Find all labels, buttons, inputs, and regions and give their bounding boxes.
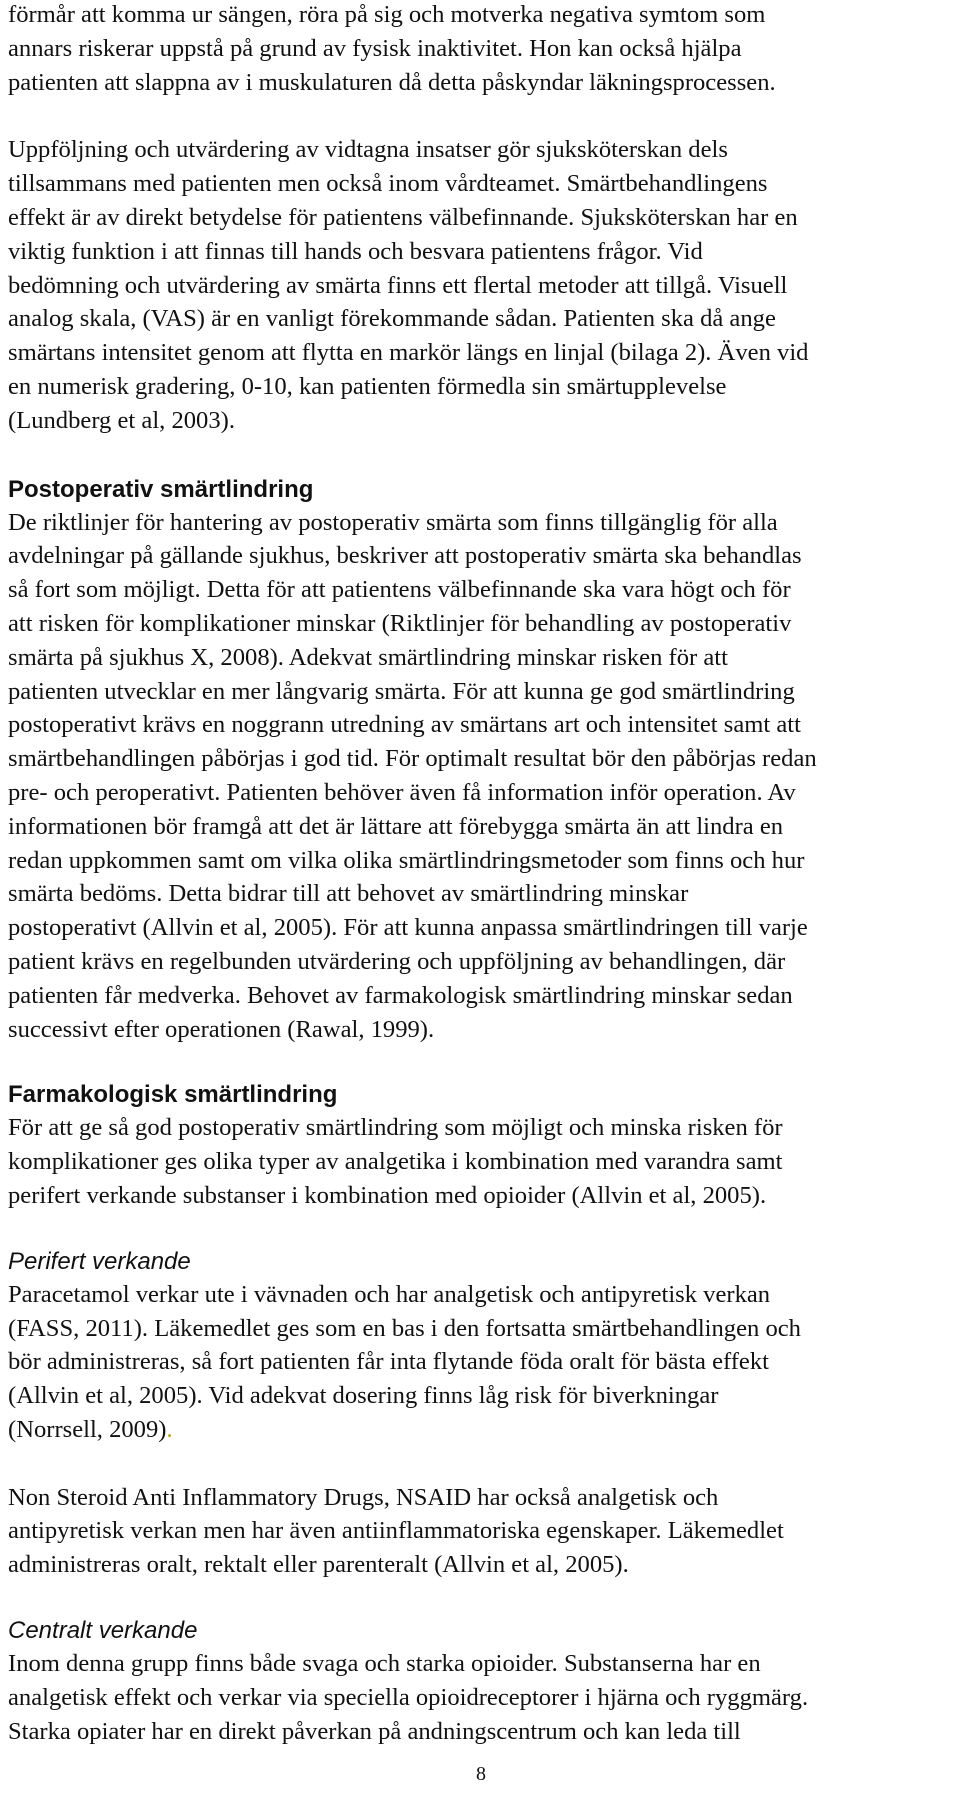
- text-line: pre- och peroperativt. Patienten behöver även få information inför operation. Av: [8, 778, 796, 806]
- paragraph-pharmacological: [8, 1111, 954, 1212]
- paragraph-followup: [8, 133, 954, 437]
- text-line: Paracetamol verkar ute i vävnaden och har analgetisk och antipyretisk verkan: [8, 1280, 771, 1308]
- accent-period: .: [166, 1415, 173, 1443]
- paragraph-nsaid: [8, 1481, 954, 1582]
- text-line: Inom denna grupp finns både svaga och starka opioider. Substanserna har en: [8, 1650, 761, 1678]
- paragraph-postoperative: [8, 506, 954, 1047]
- text-line: smärtbehandlingen påbörjas i god tid. För optimalt resultat bör den påbörjas redan: [8, 745, 817, 773]
- text-line: en numerisk gradering, 0-10, kan patienten förmedla sin smärtupplevelse: [8, 372, 727, 400]
- paragraph-paracetamol: [8, 1278, 954, 1447]
- text-line: analog skala, (VAS) är en vanligt förekommande sådan. Patienten ska då ange: [8, 305, 776, 333]
- text-line: successivt efter operationen (Rawal, 1999).: [8, 1015, 435, 1043]
- page-number: 8: [476, 1763, 486, 1785]
- text-line: att risken för komplikationer minskar (Riktlinjer för behandling av postoperativ: [8, 609, 792, 637]
- text-line: antipyretisk verkan men har även antiinflammatoriska egenskaper. Läkemedlet: [8, 1517, 784, 1545]
- text-line: avdelningar på gällande sjukhus, beskriver att postoperativ smärta ska behandlas: [8, 542, 802, 570]
- text-line: tillsammans med patienten men också inom vårdteamet. Smärtbehandlingens: [8, 170, 768, 198]
- text-line: bör administreras, så fort patienten får inta flytande föda oralt för bästa effekt: [8, 1348, 769, 1376]
- text-line: så fort som möjligt. Detta för att patientens välbefinnande ska vara högt och för: [8, 576, 791, 604]
- text-line: effekt är av direkt betydelse för patientens välbefinnande. Sjuksköterskan har en: [8, 203, 798, 231]
- paragraph-central: [8, 1647, 954, 1748]
- text-line: postoperativt (Allvin et al, 2005). För att kunna anpassa smärtlindringen till varje: [8, 914, 808, 942]
- text-line: smärta bedöms. Detta bidrar till att behovet av smärtlindring minskar: [8, 880, 689, 908]
- text-line: patient krävs en regelbunden utvärdering och uppföljning av behandlingen, där: [8, 947, 786, 975]
- text-line: patienten utvecklar en mer långvarig smärta. För att kunna ge god smärtlindring: [8, 677, 795, 705]
- text-line: (Lundberg et al, 2003).: [8, 406, 235, 434]
- text-line: informationen bör framgå att det är lättare att förebygga smärta än att lindra en: [8, 812, 784, 840]
- text-line: Uppföljning och utvärdering av vidtagna insatser gör sjuksköterskan dels: [8, 136, 728, 164]
- text-line: (Allvin et al, 2005). Vid adekvat dosering finns låg risk för biverkningar: [8, 1382, 719, 1410]
- text-line: patienten får medverka. Behovet av farmakologisk smärtlindring minskar sedan: [8, 981, 793, 1009]
- text-line: smärta på sjukhus X, 2008). Adekvat smärtlindring minskar risken för att: [8, 643, 728, 671]
- text-line: De riktlinjer för hantering av postoperativ smärta som finns tillgänglig för alla: [8, 508, 778, 536]
- text-line: smärtans intensitet genom att flytta en markör längs en linjal (bilaga 2). Även vid: [8, 339, 809, 367]
- text-line: (FASS, 2011). Läkemedlet ges som en bas i den fortsatta smärtbehandlingen och: [8, 1314, 801, 1342]
- paragraph-intro: [8, 0, 954, 99]
- text-line: viktig funktion i att finnas till hands och besvara patientens frågor. Vid: [8, 237, 703, 265]
- text-line: För att ge så god postoperativ smärtlindring som möjligt och minska risken för: [8, 1114, 783, 1142]
- text-line: postoperativt krävs en noggrann utredning av smärtans art och intensitet samt att: [8, 711, 801, 739]
- text-line: redan uppkommen samt om vilka olika smärtlindringsmetoder som finns och hur: [8, 846, 805, 874]
- heading-postoperative: Postoperativ smärtlindring: [8, 475, 314, 503]
- text-line: analgetisk effekt och verkar via speciella opioidreceptorer i hjärna och ryggmärg.: [8, 1683, 809, 1711]
- heading-central: Centralt verkande: [8, 1617, 198, 1645]
- text-line: administreras oralt, rektalt eller parenteralt (Allvin et al, 2005).: [8, 1551, 629, 1579]
- text-line: Starka opiater har en direkt påverkan på andningscentrum och kan leda till: [8, 1717, 741, 1745]
- heading-peripheral: Perifert verkande: [8, 1247, 191, 1275]
- text-line: perifert verkande substanser i kombination med opioider (Allvin et al, 2005).: [8, 1181, 767, 1209]
- text-line: (Norrsell, 2009): [8, 1415, 167, 1443]
- text-line: komplikationer ges olika typer av analgetika i kombination med varandra samt: [8, 1148, 783, 1176]
- heading-pharmacological: Farmakologisk smärtlindring: [8, 1081, 338, 1109]
- text-line: patienten att slappna av i muskulaturen då detta påskyndar läkningsprocessen.: [8, 68, 776, 96]
- text-line: Non Steroid Anti Inflammatory Drugs, NSAID har också analgetisk och: [8, 1483, 719, 1511]
- document-page: [8, 0, 954, 1803]
- text-line: bedömning och utvärdering av smärta finns ett flertal metoder att tillgå. Visuell: [8, 271, 788, 299]
- text-line: förmår att komma ur sängen, röra på sig och motverka negativa symtom som: [8, 1, 766, 28]
- text-line: annars riskerar uppstå på grund av fysisk inaktivitet. Hon kan också hjälpa: [8, 34, 742, 62]
